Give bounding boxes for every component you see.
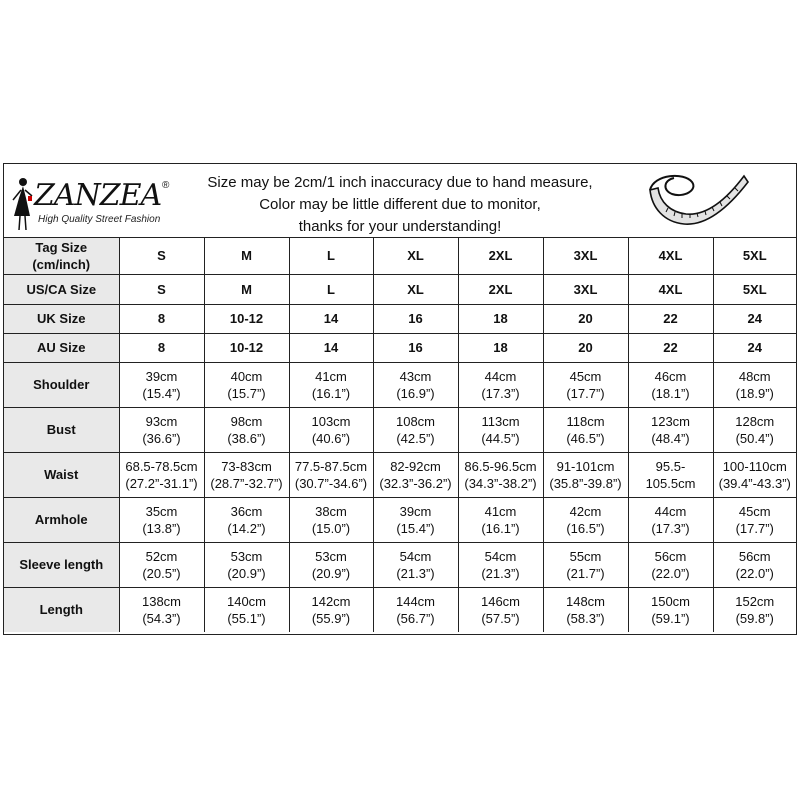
measurement-secondary: (55.9”) — [311, 610, 351, 626]
measurement-cell — [119, 587, 204, 632]
measurement-value: 40cm — [230, 368, 263, 384]
measurement-value: 128cm — [735, 413, 775, 429]
measurement-secondary: (14.2”) — [227, 520, 266, 536]
measurement-secondary: (21.3”) — [481, 565, 520, 581]
measurement-secondary: (17.3”) — [481, 385, 520, 401]
measurement-cell — [204, 497, 289, 542]
measurement-value: 113cm — [481, 413, 520, 429]
measurement-cell — [204, 452, 289, 497]
measurement-value: 45cm — [569, 368, 602, 384]
row-label: Shoulder — [4, 362, 119, 407]
row-label — [4, 274, 119, 304]
measurement-secondary: (17.3”) — [651, 520, 690, 536]
row-label-line: UK Size — [37, 311, 86, 326]
size-cell: S — [119, 238, 204, 274]
size-cell: L — [289, 274, 373, 304]
measurement-secondary: (17.7”) — [735, 520, 774, 536]
measurement-value: 98cm — [230, 413, 263, 429]
size-cell: 18 — [458, 333, 543, 362]
measurement-cell — [713, 362, 796, 407]
measurement-secondary: (22.0”) — [735, 565, 774, 581]
row-label — [4, 333, 119, 362]
measurement-secondary: (16.1”) — [311, 385, 351, 401]
size-chart-header — [4, 164, 796, 238]
measurement-value: 100-110cm — [722, 458, 787, 474]
measurement-cell — [289, 452, 373, 497]
measurement-secondary: (58.3”) — [566, 610, 605, 626]
row-label — [4, 304, 119, 333]
size-cell: 5XL — [713, 274, 796, 304]
measurement-secondary: (35.8”-39.8”) — [549, 475, 622, 491]
measurement-cell — [543, 407, 628, 452]
measurement-secondary: (59.8”) — [735, 610, 774, 626]
measurement-value: 148cm — [565, 593, 606, 609]
measurement-value: 43cm — [399, 368, 432, 384]
measurement-cell — [373, 497, 458, 542]
size-cell: L — [289, 238, 373, 274]
row-label-line: US/CA Size — [26, 281, 97, 297]
size-cell: 22 — [628, 333, 713, 362]
size-cell: 18 — [458, 304, 543, 333]
measurement-cell — [373, 407, 458, 452]
measurement-cell — [204, 542, 289, 587]
measurement-value: 146cm — [480, 593, 521, 609]
measurement-cell — [289, 542, 373, 587]
size-cell: 4XL — [628, 238, 713, 274]
size-cell: 3XL — [543, 238, 628, 274]
measuring-tape-icon — [644, 168, 754, 234]
measurement-secondary: (15.4”) — [142, 385, 181, 401]
measurement-cell — [713, 542, 796, 587]
size-cell: XL — [373, 274, 458, 304]
measurement-cell — [543, 587, 628, 632]
measurement-value: 39cm — [399, 503, 432, 519]
measurement-cell — [204, 362, 289, 407]
measurement-value: 150cm — [650, 593, 691, 609]
measurement-secondary: (16.5”) — [566, 520, 605, 536]
measurement-row — [4, 497, 796, 542]
measurement-cell — [543, 452, 628, 497]
measurement-value: 118cm — [566, 413, 605, 429]
size-cell: 3XL — [543, 274, 628, 304]
brand-tagline: High Quality Street Fashion — [38, 214, 161, 225]
measurement-cell — [543, 362, 628, 407]
measurement-value: 56cm — [738, 548, 771, 564]
measurement-value: 68.5-78.5cm — [125, 458, 198, 474]
disclaimer-line: Size may be 2cm/1 inch inaccuracy due to hand measure, — [207, 174, 593, 191]
size-cell: 2XL — [458, 238, 543, 274]
measurement-cell — [628, 587, 713, 632]
measurement-value: 52cm — [145, 548, 178, 564]
row-label-line: (cm/inch) — [32, 256, 91, 272]
measurement-secondary: (56.7”) — [396, 610, 435, 626]
measurement-cell — [119, 452, 204, 497]
disclaimer-line: Color may be little different due to monitor, — [259, 196, 541, 213]
size-cell: S — [119, 274, 204, 304]
measurement-secondary: (16.9”) — [396, 385, 435, 401]
measurement-cell — [713, 407, 796, 452]
measurement-value: 35cm — [145, 503, 178, 519]
size-row — [4, 274, 796, 304]
measurement-value: 54cm — [399, 548, 432, 564]
measurement-row — [4, 542, 796, 587]
size-cell: 20 — [543, 304, 628, 333]
measurement-value: 36cm — [230, 503, 263, 519]
measurement-value: 103cm — [311, 413, 351, 429]
size-cell: 22 — [628, 304, 713, 333]
measurement-secondary: (36.6”) — [142, 430, 181, 446]
measurement-value: 39cm — [145, 368, 178, 384]
size-cell: 24 — [713, 304, 796, 333]
measurement-row — [4, 362, 796, 407]
size-cell: 8 — [119, 304, 204, 333]
measurement-cell — [713, 497, 796, 542]
measurement-value: 55cm — [569, 548, 602, 564]
measurement-secondary: (39.4”-43.3”) — [718, 475, 791, 491]
size-cell: 4XL — [628, 274, 713, 304]
measurement-value: 77.5-87.5cm — [294, 458, 368, 474]
brand-logo — [10, 172, 200, 232]
measurement-secondary: (59.1”) — [651, 610, 690, 626]
size-cell: 5XL — [713, 238, 796, 274]
measurement-value: 152cm — [735, 593, 775, 609]
measurement-cell — [119, 497, 204, 542]
measurement-secondary: (48.4”) — [651, 430, 690, 446]
measurement-secondary: (21.7”) — [566, 565, 605, 581]
measurement-value: 53cm — [230, 548, 263, 564]
size-cell: 10-12 — [204, 304, 289, 333]
measurement-value: 73-83cm — [221, 458, 272, 474]
size-chart — [3, 163, 797, 635]
measurement-cell — [628, 407, 713, 452]
measurement-value: 44cm — [484, 368, 517, 384]
measurement-value: 138cm — [141, 593, 182, 609]
disclaimer-line: thanks for your understanding! — [298, 218, 502, 235]
measurement-secondary: (54.3”) — [142, 610, 181, 626]
measurement-value: 38cm — [315, 503, 347, 519]
measurement-secondary: (57.5”) — [481, 610, 520, 626]
measurement-cell — [204, 587, 289, 632]
measurement-secondary: (38.6”) — [227, 430, 266, 446]
measurement-value: 82-92cm — [390, 458, 441, 474]
measurement-secondary: (34.3”-38.2”) — [464, 475, 537, 491]
measurement-value: 41cm — [315, 368, 347, 384]
measurement-secondary: (15.4”) — [396, 520, 435, 536]
measurement-cell — [628, 497, 713, 542]
measurement-cell — [458, 362, 543, 407]
measurement-value: 46cm — [654, 368, 687, 384]
measurement-secondary: (17.7”) — [566, 385, 605, 401]
measurement-value: 42cm — [569, 503, 602, 519]
measurement-cell — [458, 587, 543, 632]
row-label-line: Tag Size — [35, 239, 88, 255]
disclaimer-note — [200, 172, 600, 238]
measurement-value: 108cm — [395, 413, 436, 429]
measurement-cell — [458, 452, 543, 497]
measurement-secondary: (55.1”) — [227, 610, 266, 626]
size-cell: 14 — [289, 333, 373, 362]
measurement-cell — [543, 542, 628, 587]
row-label: Waist — [4, 452, 119, 497]
measurement-value: 54cm — [484, 548, 517, 564]
size-cell: 14 — [289, 304, 373, 333]
measurement-secondary: 105.5cm — [645, 475, 696, 491]
measurement-value: 44cm — [654, 503, 687, 519]
measurement-secondary: (32.3”-36.2”) — [379, 475, 452, 491]
measurement-cell — [458, 542, 543, 587]
measurement-secondary: (46.5”) — [566, 430, 605, 446]
size-cell: 24 — [713, 333, 796, 362]
size-table — [4, 238, 796, 632]
measurement-secondary: (16.1”) — [481, 520, 520, 536]
measurement-secondary: (20.9”) — [227, 565, 266, 581]
measurement-cell — [373, 452, 458, 497]
measurement-value: 48cm — [738, 368, 771, 384]
measurement-cell — [119, 362, 204, 407]
measurement-value: 93cm — [145, 413, 178, 429]
measurement-cell — [289, 362, 373, 407]
row-label-line: AU Size — [37, 340, 86, 355]
measurement-secondary: (15.0”) — [311, 520, 351, 536]
measurement-cell — [204, 407, 289, 452]
measurement-cell — [119, 542, 204, 587]
measurement-secondary: (15.7”) — [227, 385, 266, 401]
measurement-value: 56cm — [654, 548, 687, 564]
measurement-secondary: (30.7”-34.6”) — [294, 475, 368, 491]
measurement-cell — [373, 362, 458, 407]
size-cell: M — [204, 238, 289, 274]
measurement-cell — [458, 407, 543, 452]
measurement-cell — [628, 542, 713, 587]
measurement-cell — [373, 542, 458, 587]
measurement-value: 140cm — [226, 593, 267, 609]
measurement-value: 123cm — [650, 413, 691, 429]
measurement-cell — [628, 362, 713, 407]
measurement-secondary: (18.9”) — [735, 385, 774, 401]
measurement-secondary: (20.9”) — [311, 565, 351, 581]
row-label: Sleeve length — [4, 542, 119, 587]
size-cell: M — [204, 274, 289, 304]
row-label: Bust — [4, 407, 119, 452]
size-row — [4, 304, 796, 333]
registered-mark: ® — [162, 180, 170, 191]
measurement-value: 142cm — [311, 593, 351, 609]
measurement-secondary: (22.0”) — [651, 565, 690, 581]
measurement-cell — [289, 497, 373, 542]
fashion-figure-icon — [10, 176, 34, 232]
size-cell: 10-12 — [204, 333, 289, 362]
measurement-value: 53cm — [315, 548, 347, 564]
measurement-secondary: (50.4”) — [735, 430, 774, 446]
size-cell: 8 — [119, 333, 204, 362]
measurement-cell — [543, 497, 628, 542]
measurement-secondary: (42.5”) — [396, 430, 435, 446]
measurement-cell — [373, 587, 458, 632]
measurement-cell — [713, 452, 796, 497]
measurement-cell — [289, 587, 373, 632]
measurement-secondary: (27.2”-31.1”) — [125, 475, 198, 491]
size-cell: 2XL — [458, 274, 543, 304]
size-row — [4, 333, 796, 362]
size-cell: 16 — [373, 304, 458, 333]
measurement-value: 91-101cm — [556, 458, 615, 474]
measurement-cell — [289, 407, 373, 452]
size-cell: 16 — [373, 333, 458, 362]
measurement-secondary: (44.5”) — [481, 430, 520, 446]
measurement-secondary: (18.1”) — [651, 385, 690, 401]
measurement-value: 95.5- — [655, 458, 686, 474]
size-row — [4, 238, 796, 274]
brand-name: ZANZEA — [34, 178, 162, 213]
measurement-value: 144cm — [395, 593, 436, 609]
measurement-value: 45cm — [738, 503, 771, 519]
measurement-cell — [713, 587, 796, 632]
measurement-row — [4, 452, 796, 497]
measurement-cell — [628, 452, 713, 497]
measurement-secondary: (40.6”) — [311, 430, 351, 446]
measurement-secondary: (13.8”) — [142, 520, 181, 536]
measurement-value: 41cm — [484, 503, 517, 519]
size-cell: 20 — [543, 333, 628, 362]
row-label: Armhole — [4, 497, 119, 542]
measurement-cell — [458, 497, 543, 542]
row-label: Length — [4, 587, 119, 632]
measurement-row — [4, 407, 796, 452]
measurement-secondary: (20.5”) — [142, 565, 181, 581]
measurement-secondary: (21.3”) — [396, 565, 435, 581]
measurement-row — [4, 587, 796, 632]
measurement-value: 86.5-96.5cm — [464, 458, 537, 474]
measurement-cell — [119, 407, 204, 452]
row-label — [4, 238, 119, 274]
measurement-secondary: (28.7”-32.7”) — [210, 475, 283, 491]
size-cell: XL — [373, 238, 458, 274]
